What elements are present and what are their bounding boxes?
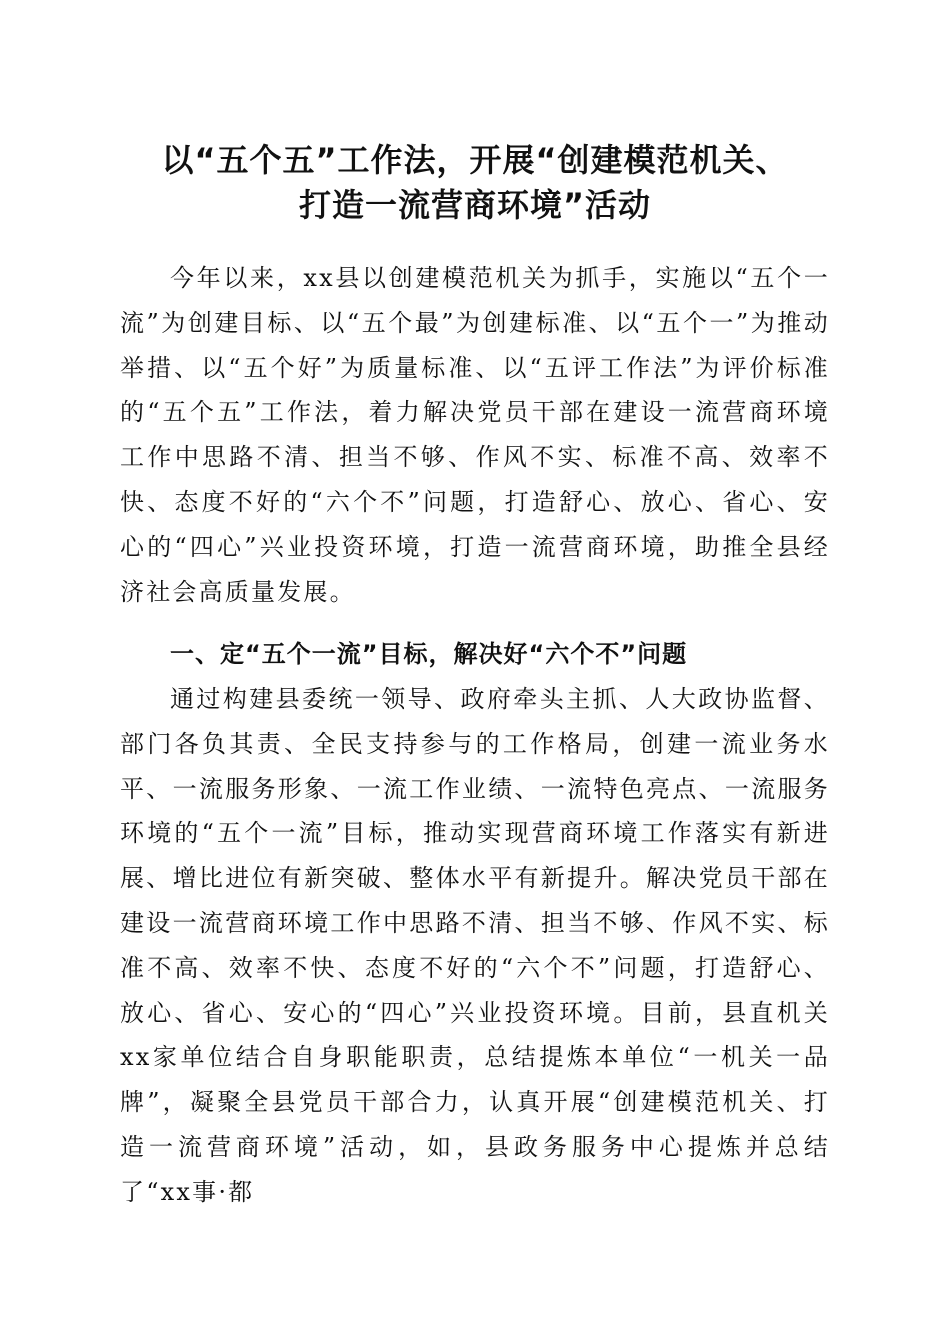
document-title-line-2: 打造一流营商环境”活动	[298, 186, 652, 224]
document-title-line-1: 以“五个五”工作法，开展“创建模范机关、	[161, 141, 789, 179]
paragraph-intro: 今年以来，xx县以创建模范机关为抓手，实施以“五个一流”为创建目标、以“五个最”为创建标准、以“五个一”为推动举措、以“五个好”为质量标准、以“五评工作法”为评价标准的“五个五”工作法，着力解决党员干部在建设一流营商环境工作中思路不清、担当不够、作风不实、标准不高、效率不快、态度不好的“六个不”问题，打造舒心、放心、省心、安心的“四心”兴业投资环境，打造一流营商环境，助推全县经济社会高质量发展。	[120, 264, 830, 606]
section-heading-1: 一、定“五个一流”目标，解决好“六个不”问题	[170, 640, 688, 668]
paragraph-section-1: 通过构建县委统一领导、政府牵头主抓、人大政协监督、部门各负其责、全民支持参与的工作格局，创建一流业务水平、一流服务形象、一流工作业绩、一流特色亮点、一流服务环境的“五个一流”目标，推动实现营商环境工作落实有新进展、增比进位有新突破、整体水平有新提升。解决党员干部在建设一流营商环境工作中思路不清、担当不够、作风不实、标准不高、效率不快、态度不好的“六个不”问题，打造舒心、放心、省心、安心的“四心”兴业投资环境。目前，县直机关xx家单位结合自身职能职责，总结提炼本单位“一机关一品牌”，凝聚全县党员干部合力，认真开展“创建模范机关、打造一流营商环境”活动，如，县政务服务中心提炼并总结了“xx事·都	[120, 685, 830, 1206]
